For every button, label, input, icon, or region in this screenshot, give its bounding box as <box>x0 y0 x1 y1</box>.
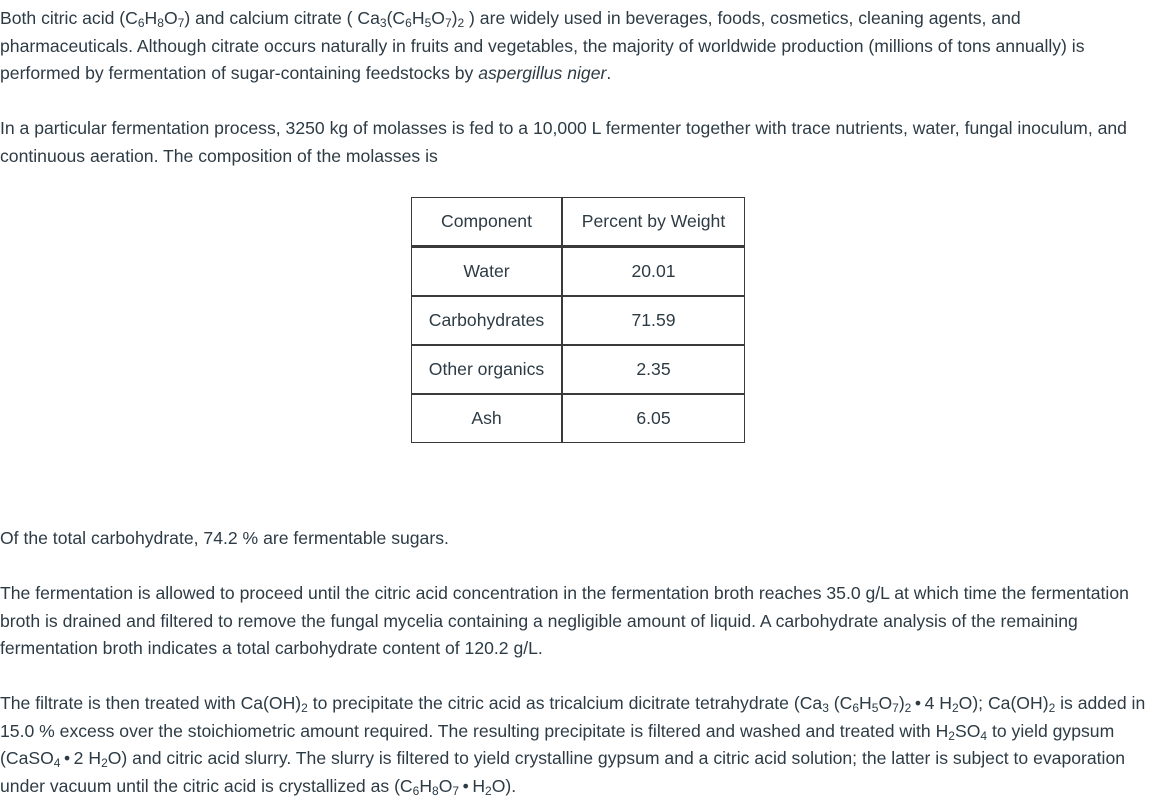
cell-percent: 2.35 <box>562 345 745 394</box>
cell-component: Water <box>411 247 562 296</box>
molasses-composition-table <box>411 197 745 443</box>
table-header-row <box>411 197 745 247</box>
cell-percent: 71.59 <box>562 296 745 345</box>
table-row <box>411 394 745 443</box>
fermentable-sugar-paragraph: Of the total carbohydrate, 74.2 % are fermentable sugars. <box>0 528 449 548</box>
cell-percent: 20.01 <box>562 247 745 296</box>
intro-paragraph: Both citric acid $(C_6H_8O_7)$ and calcium citrate ( $Ca_3(C_6H_5O_7)_2$ ) are widely used in beverages, foods, cosmetics, cleaning agents, and pharmaceuticals. Although citrate occurs naturally in fruits and vegetables, the majority of worldwide production (millions of tons annually) is performed by fermentation of sugar-containing feedstocks by aspergillus niger. <box>0 8 1085 83</box>
column-header-percent: Percent by Weight <box>562 197 745 247</box>
fermentation-paragraph: The fermentation is allowed to proceed until the citric acid concentration in the fermentation broth reaches 35.0 g/L at which time the fermentation broth is drained and filtered to remove the fungal mycelia containing a negligible amount of liquid. A carbohydrate analysis of the remaining fermentation broth indicates a total carbohydrate content of 120.2 g/L. <box>0 583 1129 658</box>
cell-component: Carbohydrates <box>411 296 562 345</box>
cell-component: Ash <box>411 394 562 443</box>
process-paragraph: In a particular fermentation process, 3250 kg of molasses is fed to a 10,000 L fermenter together with trace nutrients, water, fungal inoculum, and continuous aeration. The composition of the molasses is <box>0 118 1127 166</box>
table-row <box>411 296 745 345</box>
cell-component: Other organics <box>411 345 562 394</box>
cell-percent: 6.05 <box>562 394 745 443</box>
table-row <box>411 247 745 296</box>
column-header-component: Component <box>411 197 562 247</box>
table-row <box>411 345 745 394</box>
precipitation-paragraph: The filtrate is then treated with $Ca(OH)_2$ to precipitate the citric acid as tricalcium dicitrate tetrahydrate ($Ca_3$ $(C_6H_5O_7)_2$ • 4 $H_2O$); $Ca(OH)_2$ is added in 15.0 % excess over the stoichiometric amount required. The resulting precipitate is filtered and washed and treated with $H_2SO_4$ to yield gypsum (CaSO$_4$ • 2 $H_2O$) and citric acid slurry. The slurry is filtered to yield crystalline gypsum and a citric acid solution; the latter is subject to evaporation under vacuum until the citric acid is crystallized as ($C_6H_8O_7$ • $H_2O$). <box>0 693 1146 798</box>
organism-name: aspergillus niger <box>478 63 607 83</box>
